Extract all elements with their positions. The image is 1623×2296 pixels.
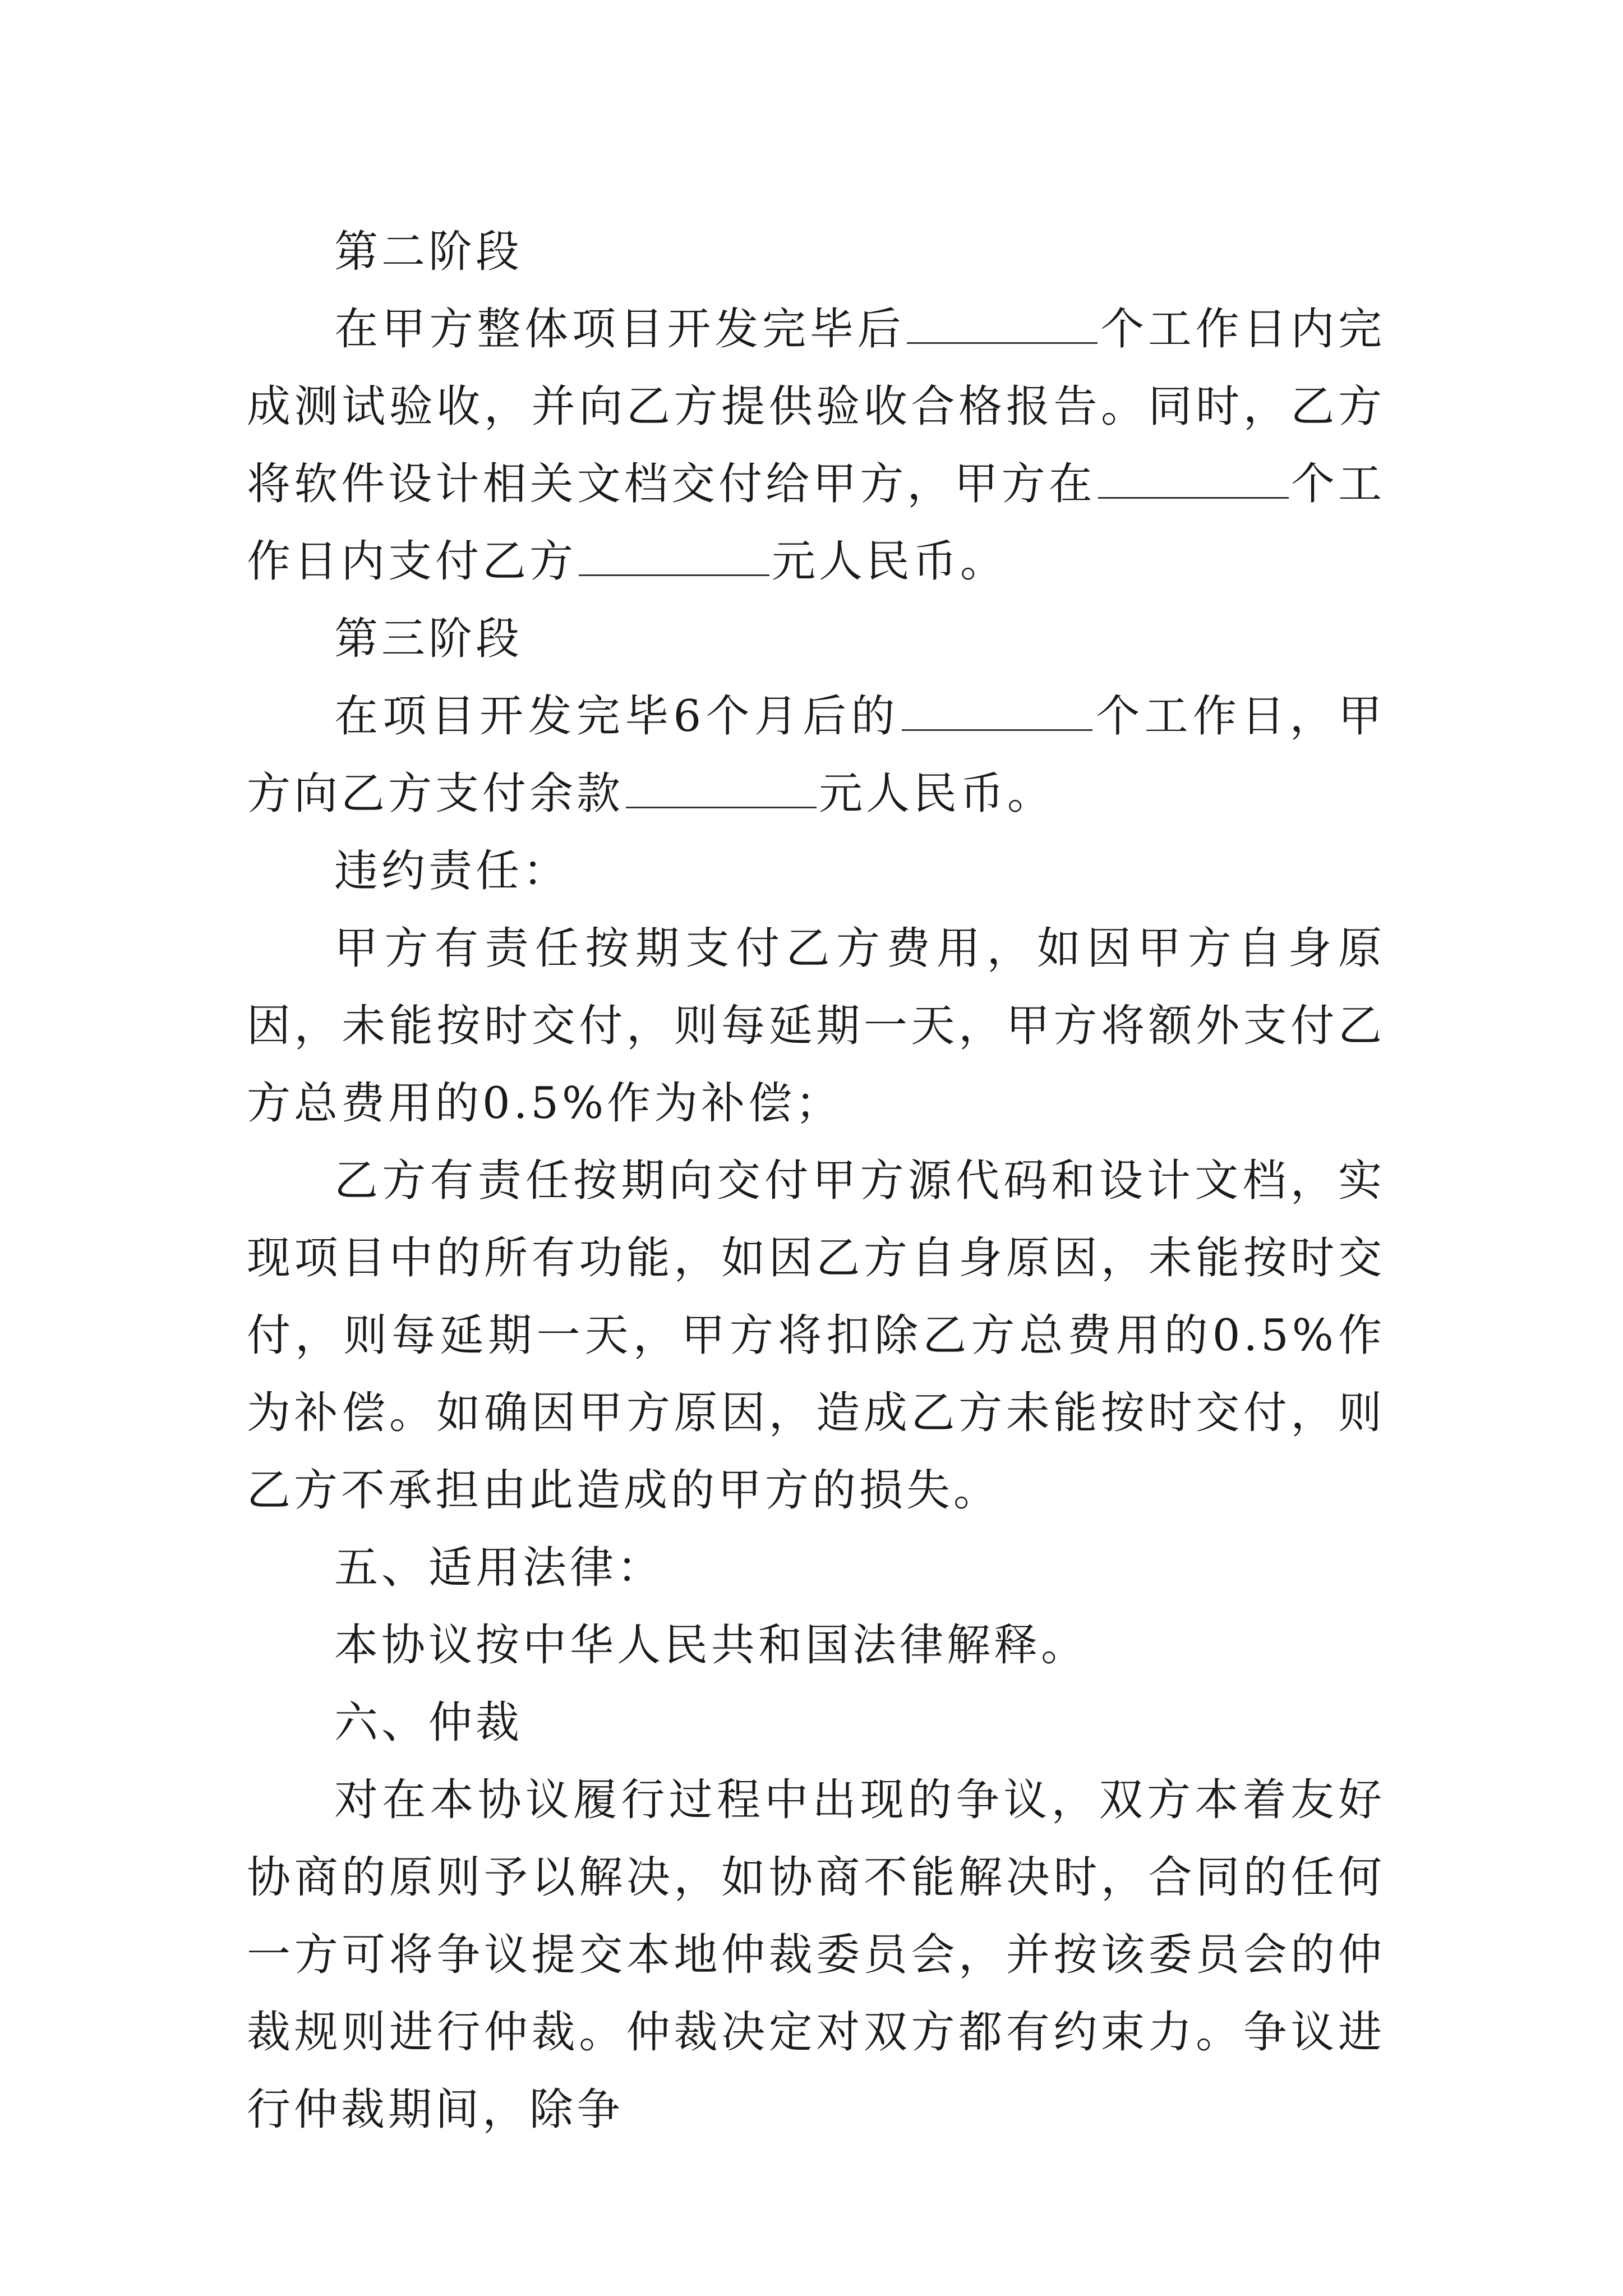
fill-blank[interactable] xyxy=(907,309,1098,344)
law-heading: 五、适用法律： xyxy=(334,1543,665,1593)
document-body xyxy=(247,213,1385,2148)
stage2-heading: 第二阶段 xyxy=(334,227,523,277)
fill-blank[interactable] xyxy=(626,773,817,808)
arbitration-heading: 六、仲裁 xyxy=(334,1697,523,1748)
breach-heading: 违约责任： xyxy=(334,846,570,896)
fill-blank[interactable] xyxy=(902,696,1092,731)
breach-party-a: 甲方有责任按期支付乙方费用，如因甲方自身原因，未能按时交付，则每延期一天，甲方将额外支付乙方总费用的0.5%作为补偿； xyxy=(247,923,1385,1129)
fill-blank[interactable] xyxy=(579,541,769,576)
law-body: 本协议按中华人民共和国法律解释。 xyxy=(334,1620,1089,1671)
stage2-body: 在甲方整体项目开发完毕后 个工作日内完成测试验收，并向乙方提供验收合格报告。同时，乙方将软件设计相关文档交付给甲方，甲方在 个工作日内支付乙方 元人民币。 xyxy=(247,304,1385,587)
arbitration-body: 对在本协议履行过程中出现的争议，双方本着友好协商的原则予以解决，如协商不能解决时，合同的任何一方可将争议提交本地仲裁委员会，并按该委员会的仲裁规则进行仲裁。仲裁决定对双方都有约束力。争议进行仲裁期间，除争 xyxy=(247,1775,1385,2135)
stage3-body: 在项目开发完毕6个月后的 个工作日，甲方向乙方支付余款 元人民币。 xyxy=(247,691,1385,819)
fill-blank[interactable] xyxy=(1098,463,1289,499)
stage3-heading: 第三阶段 xyxy=(334,614,523,664)
breach-party-b: 乙方有责任按期向交付甲方源代码和设计文档，实现项目中的所有功能，如因乙方自身原因，未能按时交付，则每延期一天，甲方将扣除乙方总费用的0.5%作为补偿。如确因甲方原因，造成乙方未能按时交付，则乙方不承担由此造成的甲方的损失。 xyxy=(247,1156,1385,1516)
